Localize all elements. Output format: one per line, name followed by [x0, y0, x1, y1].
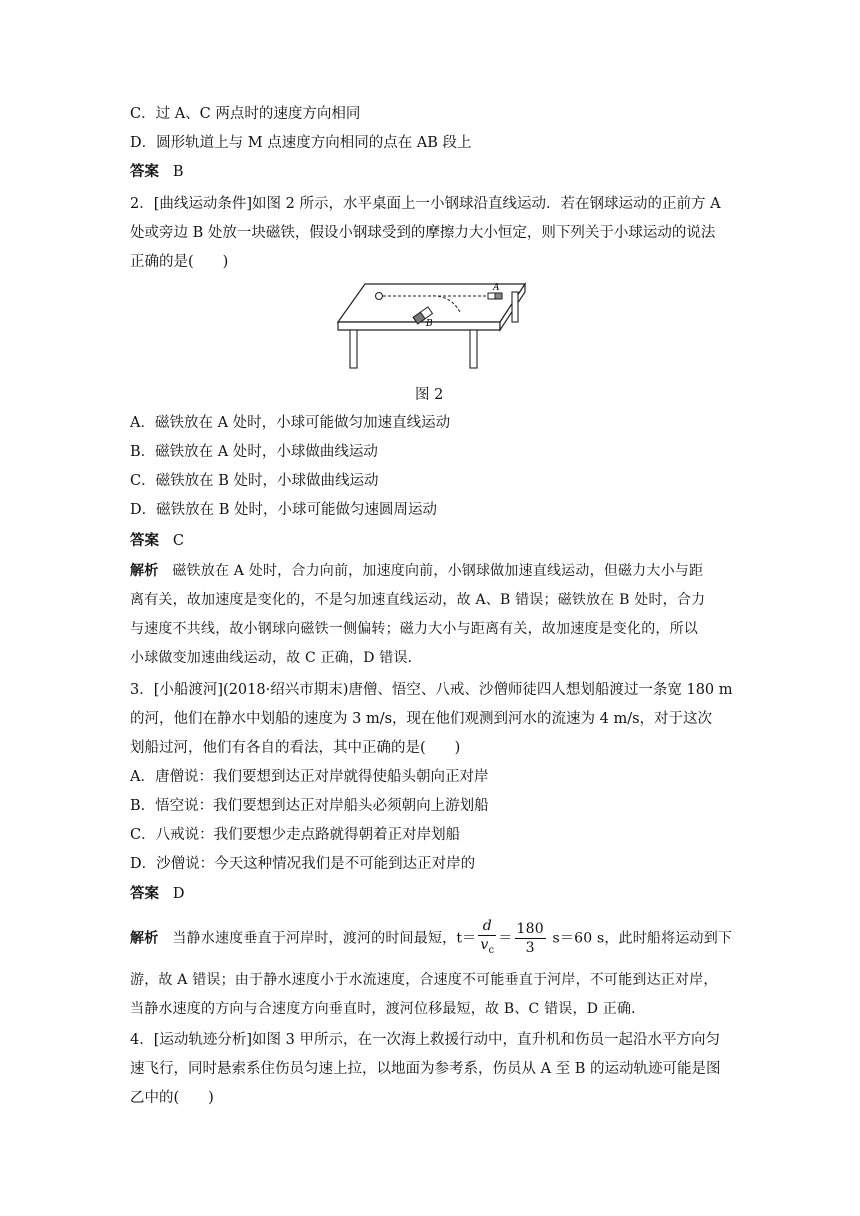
question-3-line-2: 的河，他们在静水中划船的速度为 3 m/s，现在他们观测到河水的流速为 4 m/s，对于这次 [130, 711, 713, 727]
explanation-q2-line-1 [130, 561, 703, 581]
explanation-text: 当静水速度垂直于河岸时，渡河的时间最短，t＝ [172, 930, 477, 947]
option-c-q1: C．过 A、C 两点时的速度方向相同 [130, 106, 361, 122]
explanation-label: 解析 [130, 930, 159, 947]
fraction-denominator: v [480, 937, 489, 953]
answer-label: 答案 [130, 164, 159, 180]
option-c-q3: C．八戒说：我们要想少走点路就得朝着正对岸划船 [130, 827, 461, 843]
question-3-line-1: 3．[小船渡河](2018·绍兴市期末)唐僧、悟空、八戒、沙僧师徒四人想划船渡过一条宽 180 m [130, 682, 733, 698]
answer-value: B [172, 164, 184, 180]
question-4-line-2: 速飞行，同时悬索系住伤员匀速上拉，以地面为参考系，伤员从 A 至 B 的运动轨迹可能是图 [130, 1061, 721, 1077]
option-d-q3: D．沙僧说：今天这种情况我们是不可能到达正对岸的 [130, 856, 476, 872]
option-a-q2: A．磁铁放在 A 处时，小球可能做匀加速直线运动 [130, 415, 451, 431]
figure-2-caption: 图 2 [415, 387, 444, 403]
answer-label: 答案 [130, 533, 159, 549]
fraction-numerator: d [478, 917, 496, 936]
question-4-line-3: 乙中的( ) [130, 1090, 214, 1106]
option-b-q2: B．磁铁放在 A 处时，小球做曲线运动 [130, 444, 378, 460]
answer-value: D [172, 886, 185, 902]
question-2-line-2: 处或旁边 B 处放一块磁铁，假设小钢球受到的摩擦力大小恒定，则下列关于小球运动的说法 [130, 225, 716, 241]
answer-value: C [172, 533, 184, 549]
option-d-q1: D．圆形轨道上与 M 点速度方向相同的点在 AB 段上 [130, 135, 472, 151]
question-3-line-3: 划船过河，他们有各自的看法，其中正确的是( ) [130, 740, 461, 756]
question-2-line-3: 正确的是( ) [130, 254, 229, 270]
question-2-line-1: 2．[曲线运动条件]如图 2 所示，水平桌面上一小钢球沿直线运动．若在钢球运动的正前方 A [130, 196, 721, 212]
explanation-q3-line-1 [130, 917, 732, 960]
fraction-180-over-3 [515, 920, 546, 957]
option-d-q2: D．磁铁放在 B 处时，小球可能做匀速圆周运动 [130, 502, 437, 518]
answer-label: 答案 [130, 886, 159, 902]
label-b: B [426, 319, 433, 329]
fraction-d-over-vc [478, 917, 496, 960]
equals-sign: ＝ [498, 930, 513, 947]
answer-q3 [130, 884, 184, 904]
fraction-numerator: 180 [516, 920, 544, 937]
option-b-q3: B．悟空说：我们要想到达正对岸船头必须朝向上游划船 [130, 798, 489, 814]
explanation-q3-line-2: 游，故 A 错误；由于静水速度小于水流速度，合速度不可能垂直于河岸，不可能到达正对岸， [130, 972, 718, 988]
fraction-denominator-subscript: c [488, 944, 495, 956]
explanation-q3-line-3: 当静水速度的方向与合速度方向垂直时，渡河位移最短，故 B、C 错误，D 正确． [130, 1001, 646, 1017]
label-a: A [493, 283, 500, 293]
explanation-text: 磁铁放在 A 处时，合力向前，加速度向前，小钢球做加速直线运动，但磁力大小与距 [172, 563, 704, 579]
answer-q1 [130, 162, 183, 182]
explanation-q2-line-4: 小球做变加速曲线运动，故 C 正确，D 错误． [130, 650, 422, 666]
option-a-q3: A．唐僧说：我们要想到达正对岸就得使船头朝向正对岸 [130, 769, 489, 785]
question-4-line-1: 4．[运动轨迹分析]如图 3 甲所示，在一次海上救援行动中，直升机和伤员一起沿水平方向匀 [130, 1032, 720, 1048]
fraction-denominator: 3 [525, 939, 535, 956]
explanation-label: 解析 [130, 563, 159, 579]
explanation-q2-line-3: 与速度不共线，故小钢球向磁铁一侧偏转；磁力大小与距离有关，故加速度是变化的，所以 [130, 621, 698, 637]
explanation-text-tail: s＝60 s，此时船将运动到下 [552, 930, 733, 947]
explanation-q2-line-2: 离有关，故加速度是变化的，不是匀加速直线运动，故 A、B 错误；磁铁放在 B 处时，合力 [130, 592, 706, 608]
option-c-q2: C．磁铁放在 B 处时，小球做曲线运动 [130, 473, 379, 489]
answer-q2 [130, 531, 184, 551]
figure-2-table-diagram [330, 280, 530, 372]
